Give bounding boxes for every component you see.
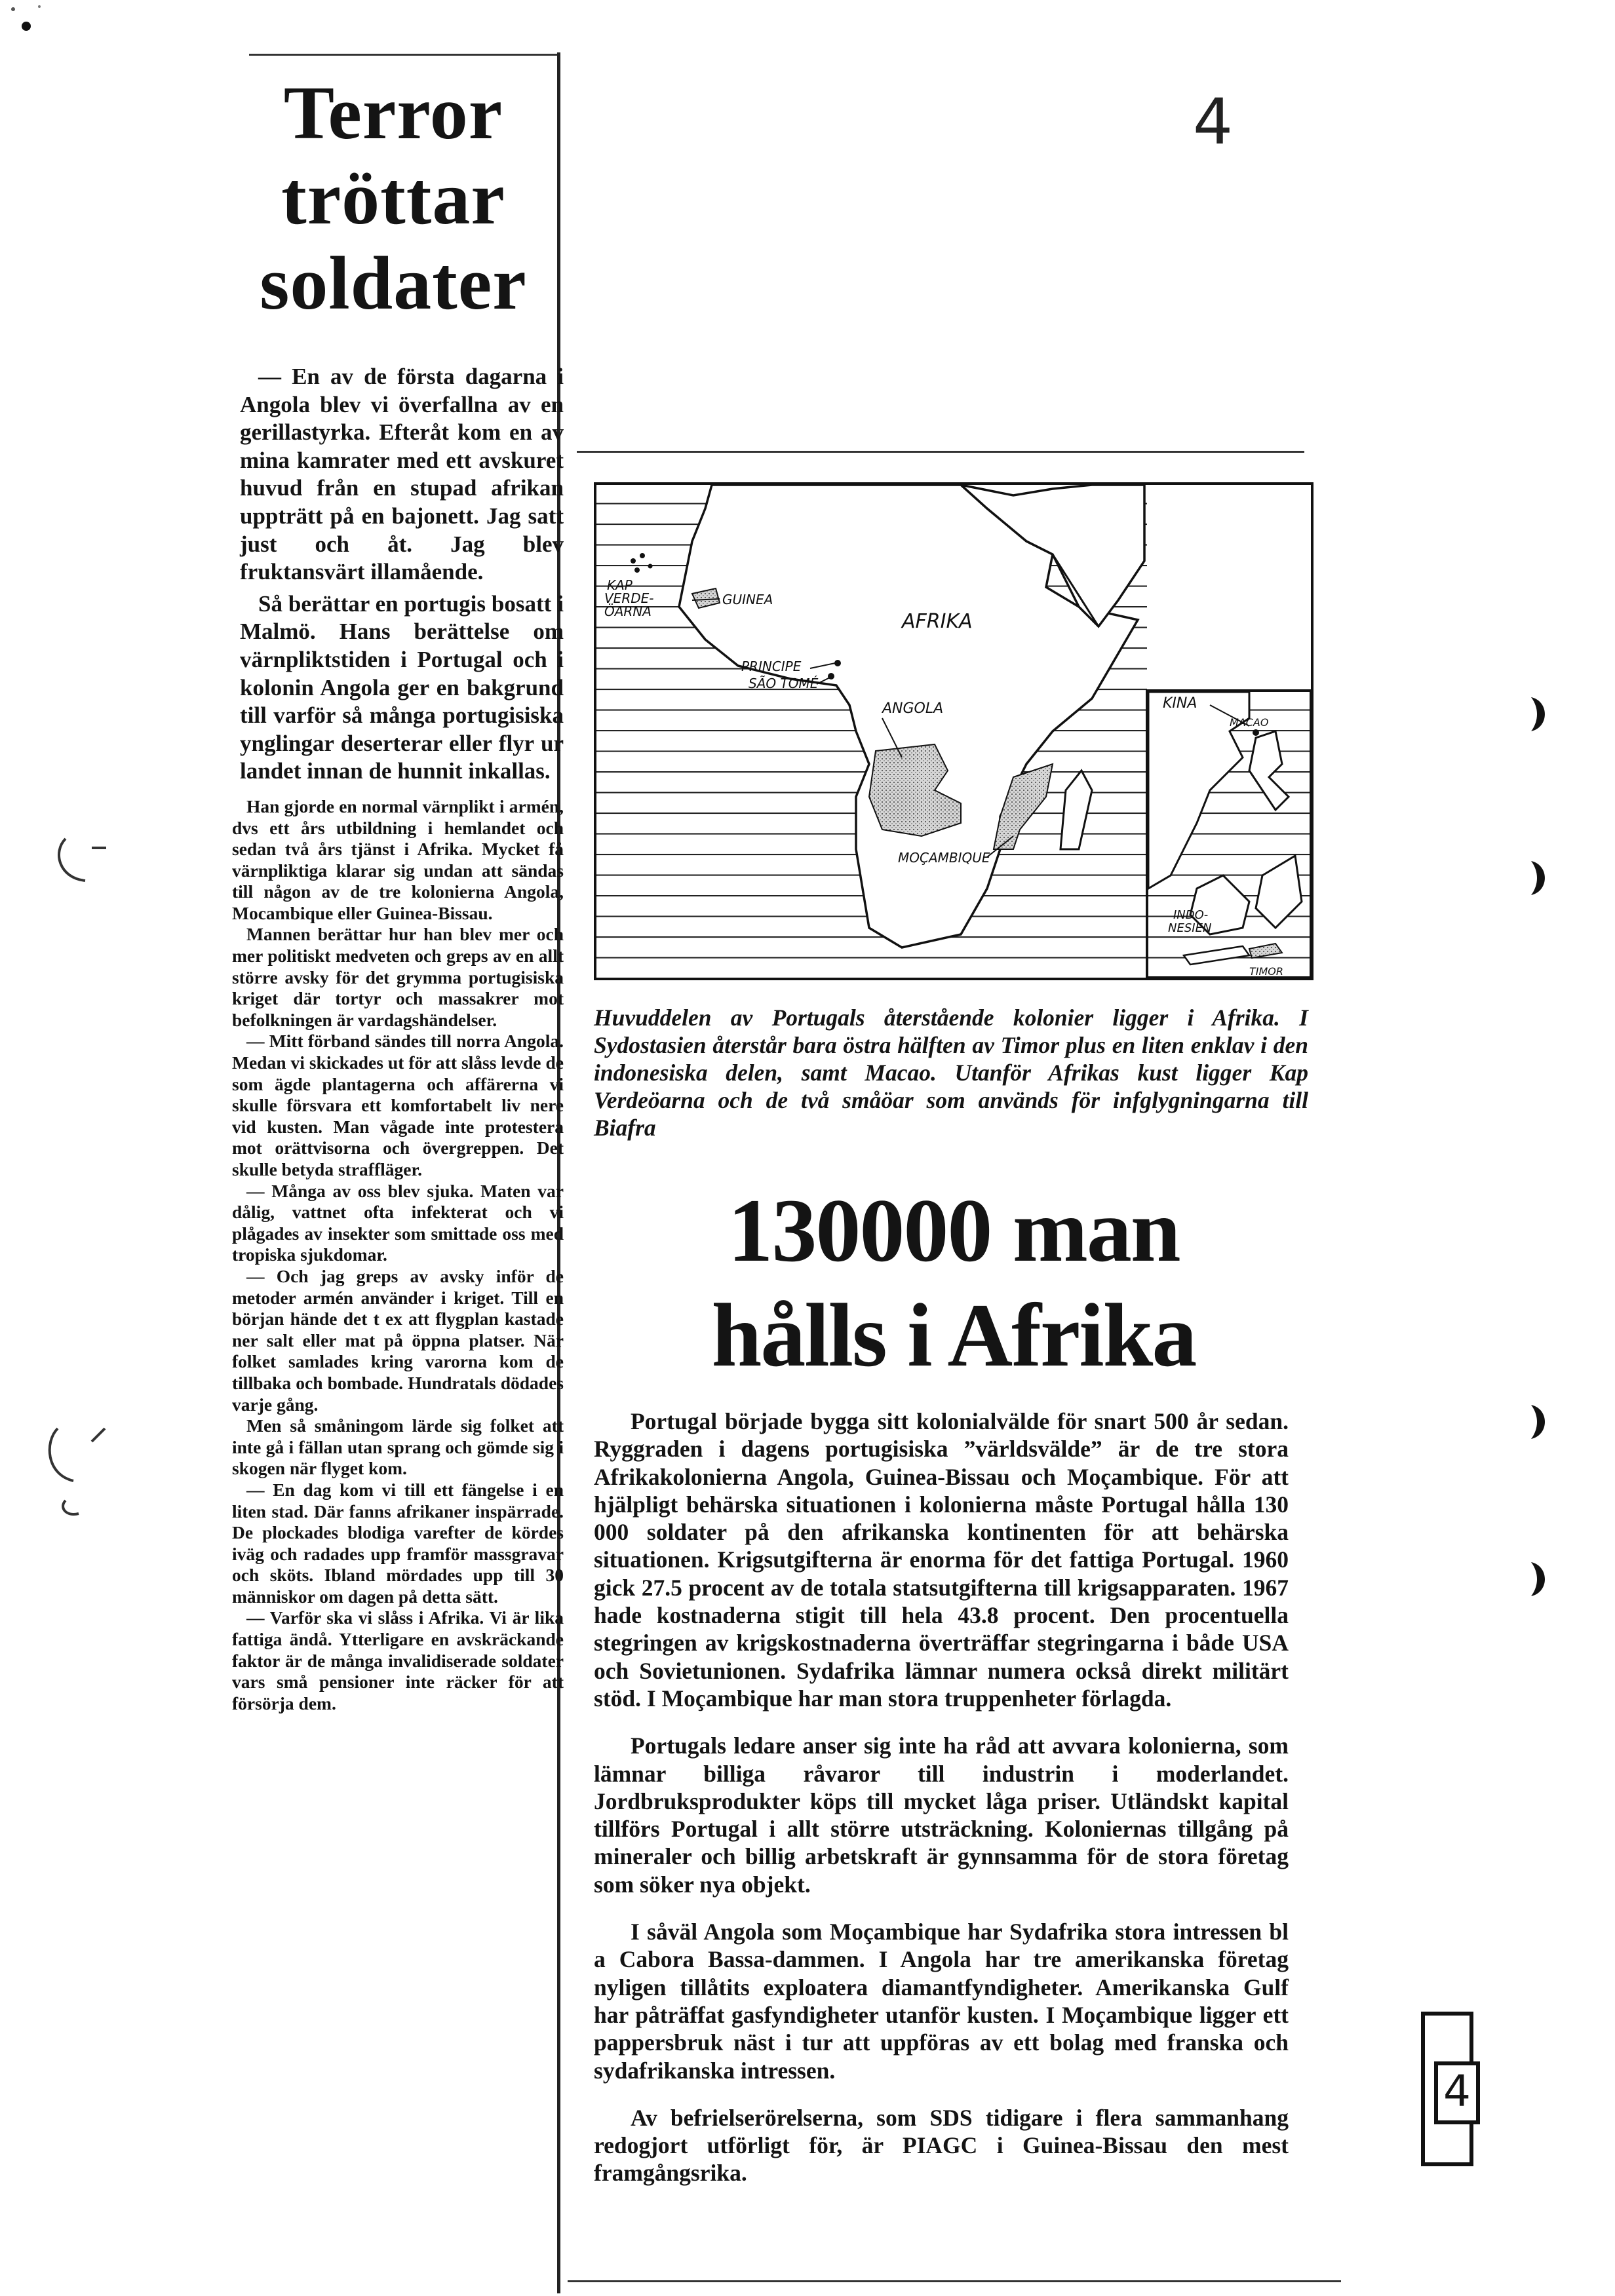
corner-mark	[0, 0, 59, 39]
body-paragraph: — Och jag greps av avsky inför de metoder armén använder i kriget. Till en början hände det t ex att flygplan kastade ner salt eller mat på öppna platser. När folket samlades kring varorna kom de tillbaka och bombade. Hundratals dödades varje gång.	[232, 1265, 564, 1415]
main-paragraph: Portugals ledare anser sig inte ha råd att avvara kolonierna, som lämnar billiga råvaror till industrin i moderlandet. Jordbruksprodukter köps till mycket låga priser. Utländskt kapital tillförs Portugal i allt större utsträckning. Koloniernas tillgång på mineraler och billig arbetskraft är gynnsamma för de stora företag som söker nya objekt.	[594, 1732, 1289, 1898]
punch-hole-mark	[1527, 858, 1551, 898]
main-headline	[590, 1178, 1317, 1388]
map-label-indo: INDO-	[1173, 908, 1209, 922]
main-paragraph: I såväl Angola som Moçambique har Sydafrika stora intressen bl a Cabora Bassa-dammen. I Angola har tre amerikanska företag nyligen tillåtits exploatera diamantfyndigheter. Amerikanska Gulf har påträffat gasfyndigheter utanför kusten. I Moçambique ligger ett pappersbruk näst i tur att uppföras av ett bolag med franska och sydafrikanska intressen.	[594, 1919, 1289, 2084]
map-label-afrika: AFRIKA	[902, 610, 973, 633]
map-label-timor: TIMOR	[1249, 965, 1284, 978]
body-paragraph: — Mitt förband sändes till norra Angola. Medan vi skickades ut för att slåss levde de som ägde plantagerna och affärerna vi skulle försvara ett komfortabelt liv nere vid kusten. Man vågade inte protestera mot orättvisorna och övergreppen. Det skulle betyda straffläger.	[232, 1031, 564, 1179]
map-label-kap: KAP	[607, 577, 632, 593]
left-headline	[223, 71, 564, 326]
map-label-verde: VERDE-	[604, 590, 654, 606]
body-paragraph: — Många av oss blev sjuka. Maten var dålig, vattnet ofta infekterat och vi plågades av insekter som smittade oss med tropiska sjukdomar.	[232, 1180, 564, 1265]
stamp-number: 4	[1434, 2061, 1480, 2124]
body-paragraph: Mannen berättar hur han blev mer och mer politiskt medveten och greps av en allt större avsky för det grymma portugisiska kriget där tortyr och massakrer mot befolkningen är vardagshändelser.	[232, 924, 564, 1030]
map-svg	[594, 482, 1313, 980]
bottom-rule	[568, 2280, 1341, 2282]
pencil-mark	[39, 1402, 111, 1520]
left-headline-line: Terror	[283, 71, 503, 155]
page-stamp	[1421, 2012, 1473, 2166]
map-label-saotome: SÃO TOMÉ	[749, 676, 819, 691]
left-headline-line: tröttar	[281, 157, 505, 240]
map-label-angola: ANGOLA	[882, 700, 944, 717]
main-article-body	[594, 1407, 1289, 2187]
map-label-kina: KINA	[1163, 695, 1197, 712]
lead-paragraph: — En av de första dagarna i Angola blev vi överfallna av en gerillastyrka. Efteråt kom en av mina kamrater med ett avskuret huvud från en stupad afrikan uppträtt på en bajonett. Jag satt just och åt. Jag blev fruktansvärt illamående.	[240, 364, 564, 585]
punch-hole-mark	[1527, 1559, 1551, 1599]
main-headline-line: hålls i Afrika	[711, 1285, 1196, 1385]
principe-island	[834, 660, 841, 666]
pencil-mark	[46, 832, 118, 891]
page-number: 4	[1193, 85, 1234, 159]
main-paragraph: Portugal började bygga sitt kolonialvälde för snart 500 år sedan. Ryggraden i dagens portugisiska ”världsvälde” är de tre stora Afrikakolonierna Angola, Guinea-Bissau och Moçambique. För att hjälpligt behärska situationen i kolonierna måste Portugal hålla 130 000 soldater på den afrikanska kontinenten för att behärska situationen. Krigsutgifterna är enorma för det fattiga Portugal. 1960 gick 27.5 procent av de totala statsutgifterna till krigsapparaten. 1967 hade kostnaderna stigit till hela 43.8 procent. Den procentuella stegringen av krigskostnaderna överträffar stegringarna i både USA och Sovietunionen. Sydafrika lämnar numera också direkt militärt stöd. I Moçambique har man stora truppenheter förlagda.	[594, 1408, 1289, 1712]
left-article	[223, 52, 564, 1714]
map-label-principe: PRINCIPE	[741, 659, 802, 674]
lead-paragraph: Så berättar en portugis bosatt i Malmö. Hans berättelse om värnpliktstiden i Portugal och i kolonin Angola ger en bakgrund till varför så många portugisiska ynglingar deserterar eller flyr ur landet innan de hunnit inkallas.	[240, 590, 564, 784]
body-paragraph: — Varför ska vi slåss i Afrika. Vi är lika fattiga ändå. Ytterligare en avskräckande faktor är de många invalidiserade soldater vars små pensioner inte räcker för att försörja dem.	[232, 1607, 564, 1713]
map-label-guinea: GUINEA	[722, 592, 773, 607]
left-body	[232, 796, 564, 1715]
punch-hole-mark	[1527, 1402, 1551, 1442]
main-headline-line: 130000 man	[728, 1180, 1180, 1280]
punch-hole-mark	[1527, 695, 1551, 734]
map-top-rule	[577, 451, 1304, 453]
left-headline-line: soldater	[260, 242, 527, 326]
colonies-map	[594, 482, 1313, 980]
map-label-macao: MACAO	[1230, 716, 1269, 729]
body-paragraph: Han gjorde en normal värnplikt i armén, dvs ett års utbildning i hemlandet och sedan två års tjänst i Afrika. Mycket få värnpliktiga klarar sig undan att sändas till någon av de tre kolonierna Angola, Mocambique eller Guinea-Bissau.	[232, 795, 564, 923]
body-paragraph: — En dag kom vi till ett fängelse i en liten stad. Där fanns afrikaner inspärrade. De plockades blodiga varefter de kördes iväg och radades upp framför massgravar och sköts. Ibland mördades upp till 30 människor om dagen på detta sätt.	[232, 1479, 564, 1607]
main-paragraph: Av befrielserörelserna, som SDS tidigare i flera sammanhang redogjort utförligt för, är PIAGC i Guinea-Bissau den mest framgångsrika.	[594, 2104, 1289, 2187]
map-label-mocambique: MOÇAMBIQUE	[898, 850, 990, 866]
map-label-nesien: NESIEN	[1168, 921, 1212, 935]
map-label-oarna: ÖARNA	[604, 603, 652, 619]
body-paragraph: Men så småningom lärde sig folket att inte gå i fällan utan sprang och gömde sig i skogen när flyget kom.	[232, 1415, 564, 1479]
map-caption: Huvuddelen av Portugals återstående kolonier ligger i Afrika. I Sydostasien återstår bara östra hälften av Timor plus en liten enklav i den indonesiska delen, samt Macao. Utanför Afrikas kust ligger Kap Verdeöarna och de två småöar som används för infglygningarna till Biafra	[594, 1004, 1308, 1141]
left-lead	[240, 363, 564, 786]
